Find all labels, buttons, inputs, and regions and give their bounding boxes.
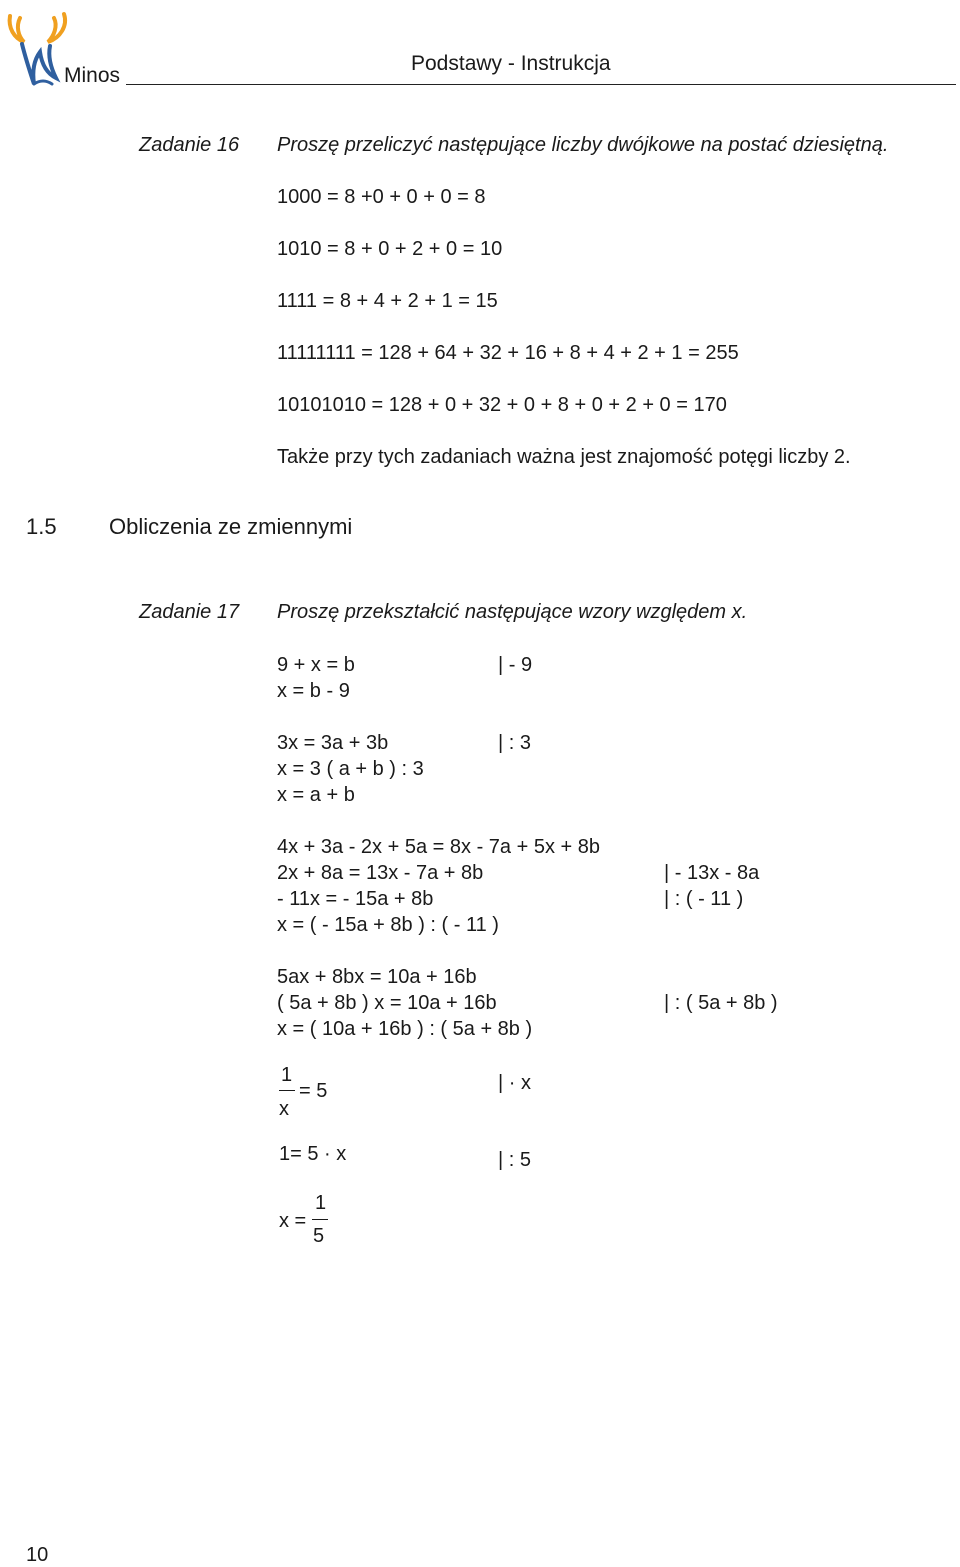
task-16-label: Zadanie 16 xyxy=(139,134,240,156)
binary-line-4: 11111111 = 128 + 64 + 32 + 16 + 8 + 4 + 2 + 1 = 255 xyxy=(277,342,739,364)
eq-3-operation-2: | : ( - 11 ) xyxy=(664,888,744,910)
binary-line-3: 1111 = 8 + 4 + 2 + 1 = 15 xyxy=(277,290,498,312)
result-fraction-numerator: 1 xyxy=(315,1192,327,1214)
minos-logo xyxy=(4,8,70,90)
result-fraction-bar xyxy=(312,1219,328,1220)
eq-4-line-3: x = ( 10a + 16b ) : ( 5a + 8b ) xyxy=(277,1018,533,1040)
task-17-prompt: Proszę przekształcić następujące wzory względem x. xyxy=(277,601,748,623)
binary-line-5: 10101010 = 128 + 0 + 32 + 0 + 8 + 0 + 2 + 0 = 170 xyxy=(277,394,727,416)
eq-2-operation: | : 3 xyxy=(498,732,531,754)
task-16-prompt: Proszę przeliczyć następujące liczby dwójkowe na postać dziesiętną. xyxy=(277,134,889,156)
section-title: Obliczenia ze zmiennymi xyxy=(109,514,353,539)
eq-1-line-1: 9 + x = b xyxy=(277,654,355,676)
eq-5-result-lhs: x = xyxy=(279,1210,307,1232)
task-17-label: Zadanie 17 xyxy=(139,601,240,623)
fraction-numerator: 1 xyxy=(281,1064,293,1086)
eq-2-line-2: x = 3 ( a + b ) : 3 xyxy=(277,758,424,780)
fraction-bar xyxy=(279,1090,295,1091)
eq-2-line-3: x = a + b xyxy=(277,784,355,806)
fraction-denominator: x xyxy=(279,1098,289,1120)
eq-5-line-2: 1= 5 · x xyxy=(279,1143,347,1165)
eq-2-line-1: 3x = 3a + 3b xyxy=(277,732,389,754)
section-number: 1.5 xyxy=(26,514,57,539)
eq-3-line-4: x = ( - 15a + 8b ) : ( - 11 ) xyxy=(277,914,499,936)
binary-line-2: 1010 = 8 + 0 + 2 + 0 = 10 xyxy=(277,238,503,260)
page-number: 10 xyxy=(26,1544,49,1566)
eq-3-operation-1: | - 13x - 8a xyxy=(664,862,760,884)
eq-4-line-1: 5ax + 8bx = 10a + 16b xyxy=(277,966,477,988)
eq-3-line-1: 4x + 3a - 2x + 5a = 8x - 7a + 5x + 8b xyxy=(277,836,600,858)
header-divider xyxy=(126,84,956,85)
eq-5-operation-2: | : 5 xyxy=(498,1149,531,1171)
result-fraction-denominator: 5 xyxy=(313,1225,325,1247)
document-title: Podstawy - Instrukcja xyxy=(411,52,611,75)
eq-1-line-2: x = b - 9 xyxy=(277,680,350,702)
fraction-equation-rhs: = 5 xyxy=(299,1080,328,1102)
eq-3-line-3: - 11x = - 15a + 8b xyxy=(277,888,434,910)
eq-3-line-2: 2x + 8a = 13x - 7a + 8b xyxy=(277,862,484,884)
eq-5-operation-1: | · x xyxy=(498,1072,531,1094)
binary-line-1: 1000 = 8 +0 + 0 + 0 = 8 xyxy=(277,186,486,208)
task-16-note: Także przy tych zadaniach ważna jest znajomość potęgi liczby 2. xyxy=(277,446,851,468)
eq-4-line-2: ( 5a + 8b ) x = 10a + 16b xyxy=(277,992,497,1014)
eq-1-operation: | - 9 xyxy=(498,654,533,676)
brand-name: Minos xyxy=(64,64,121,87)
eq-4-operation: | : ( 5a + 8b ) xyxy=(664,992,778,1014)
